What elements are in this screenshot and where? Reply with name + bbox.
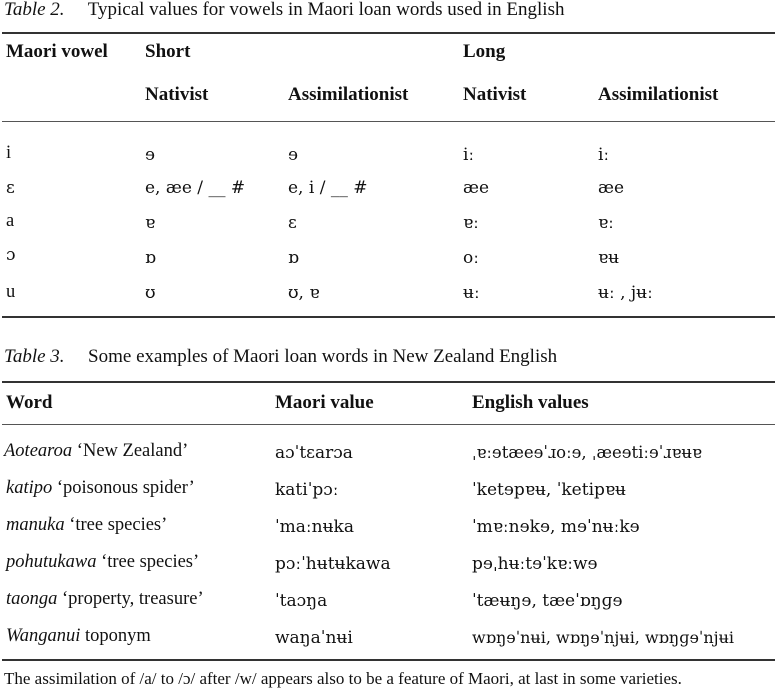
long-assimilationist-cell: ɐʉ: [598, 248, 620, 268]
long-nativist-cell: oː: [463, 248, 479, 268]
maori-value-cell: waŋaˈnʉi: [275, 628, 353, 648]
short-assimilationist-cell: ɘ: [288, 145, 299, 165]
english-values-cell: ˌɐːɘtæeɘˈɹoːɘ, ˌæeɘtiːɘˈɹɐʉɐ: [472, 443, 702, 462]
table3-header-rule: [2, 424, 775, 425]
word-term: Aotearoa: [4, 441, 73, 461]
long-nativist-cell: ɐː: [463, 213, 479, 233]
word-gloss: ‘New Zealand’: [76, 441, 189, 461]
long-nativist-cell: iː: [463, 145, 475, 165]
english-values-cell: wɒŋɘˈnʉi, wɒŋɘˈnjʉi, wɒŋɡɘˈnjʉi: [472, 628, 735, 647]
table3-header-maori: Maori value: [275, 392, 374, 413]
short-assimilationist-cell: e, i / __ #: [288, 178, 368, 198]
word-gloss: ‘tree species’: [101, 552, 200, 572]
maori-value-cell: aɔˈtɛarɔa: [275, 443, 353, 463]
table2-header-long-nativist: Nativist: [463, 84, 527, 105]
maori-value-cell: ˈmaːnʉka: [275, 517, 354, 537]
table3-bottom-rule: [2, 659, 775, 661]
table2-header-long-assimilationist: Assimilationist: [598, 84, 719, 105]
word-cell: [6, 515, 167, 536]
table2-header-short-nativist: Nativist: [145, 84, 209, 105]
vowel-cell: ɔ: [6, 245, 16, 265]
table2-header-rule: [2, 121, 775, 122]
word-gloss: toponym: [84, 626, 151, 646]
word-cell: [6, 589, 204, 610]
english-values-cell: ˈmɐːnɘkɘ, mɘˈnʉːkɘ: [472, 517, 640, 537]
table2-header-long: Long: [463, 41, 506, 62]
short-assimilationist-cell: ɒ: [288, 248, 299, 268]
table3-label: Table 3.: [4, 346, 65, 367]
short-nativist-cell: ɘ: [145, 145, 156, 165]
table3-title: Some examples of Maori loan words in New Zealand English: [88, 346, 558, 367]
table3-caption: [4, 346, 557, 368]
table2-title: Typical values for vowels in Maori loan words used in English: [87, 0, 565, 20]
table2-label: Table 2.: [4, 0, 65, 20]
word-term: katipo: [6, 478, 53, 498]
short-nativist-cell: e, æe / __ #: [145, 178, 246, 198]
vowel-cell: a: [6, 211, 15, 231]
short-nativist-cell: ʊ: [145, 283, 156, 303]
short-nativist-cell: ɐ: [145, 213, 156, 233]
maori-value-cell: ˈtaɔŋa: [275, 591, 328, 611]
word-term: Wanganui: [6, 626, 81, 646]
word-cell: [6, 552, 199, 573]
table2-bottom-rule: [2, 316, 775, 318]
long-assimilationist-cell: ɐː: [598, 213, 614, 233]
word-term: pohutukawa: [6, 552, 97, 572]
english-values-cell: ˈtæʉŋɘ, tæeˈɒŋɡɘ: [472, 591, 623, 611]
long-assimilationist-cell: ʉː , jʉː: [598, 283, 653, 303]
short-assimilationist-cell: ɛ: [288, 213, 297, 233]
long-assimilationist-cell: iː: [598, 145, 610, 165]
footnote: The assimilation of /a/ to /ɔ/ after /w/ appears also to be a feature of Maori, at last in some varieties.: [4, 669, 682, 688]
word-cell: [4, 441, 188, 462]
table3-top-rule: [2, 381, 775, 383]
long-assimilationist-cell: æe: [598, 178, 625, 198]
short-assimilationist-cell: ʊ, ɐ: [288, 283, 320, 303]
word-cell: [6, 626, 151, 647]
word-gloss: ‘property, treasure’: [62, 589, 204, 609]
table2-header-vowel: Maori vowel: [6, 41, 108, 62]
vowel-cell: i: [6, 143, 12, 163]
vowel-cell: ɛ: [6, 178, 15, 198]
maori-value-cell: pɔːˈhʉtʉkawa: [275, 554, 391, 574]
word-cell: [6, 478, 195, 499]
word-term: manuka: [6, 515, 65, 535]
table2-caption: [4, 0, 564, 21]
table3-header-word: Word: [6, 392, 53, 413]
maori-value-cell: katiˈpɔː: [275, 480, 339, 500]
long-nativist-cell: ʉː: [463, 283, 480, 303]
table3-header-english: English values: [472, 392, 589, 413]
english-values-cell: ˈketɘpɐʉ, ˈketipɐʉ: [472, 480, 626, 500]
english-values-cell: pɘˌhʉːtɘˈkɐːwɘ: [472, 554, 598, 574]
table2-header-short-assimilationist: Assimilationist: [288, 84, 409, 105]
word-gloss: ‘poisonous spider’: [56, 478, 195, 498]
vowel-cell: u: [6, 282, 16, 302]
table2-header-short: Short: [145, 41, 191, 62]
short-nativist-cell: ɒ: [145, 248, 156, 268]
word-gloss: ‘tree species’: [69, 515, 168, 535]
word-term: taonga: [6, 589, 58, 609]
table2-top-rule: [2, 32, 775, 34]
long-nativist-cell: æe: [463, 178, 490, 198]
